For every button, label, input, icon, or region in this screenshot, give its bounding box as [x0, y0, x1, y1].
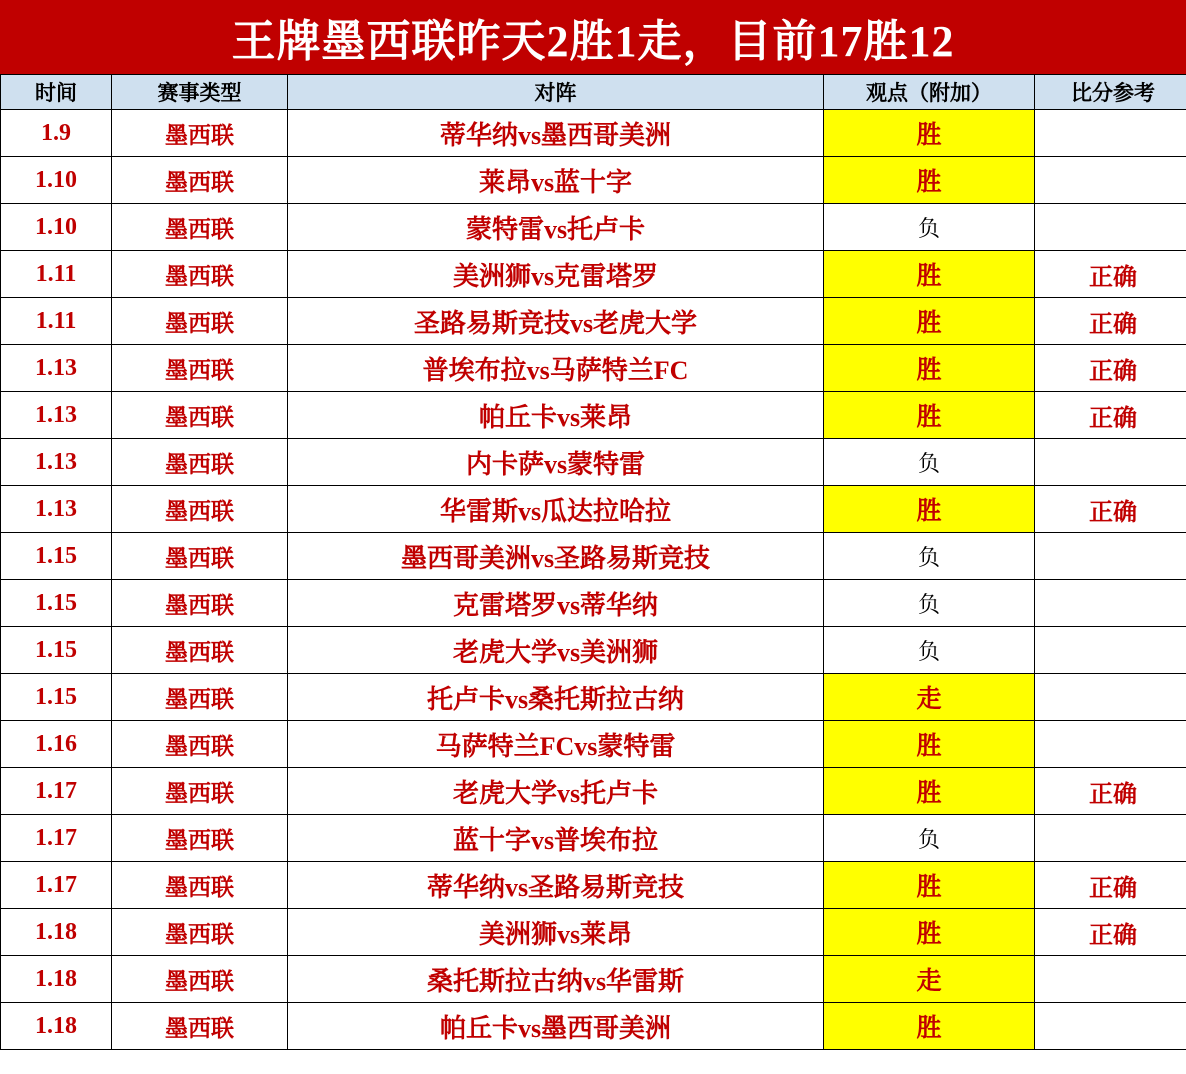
cell-view: 胜: [824, 157, 1035, 204]
cell-match: 桑托斯拉古纳vs华雷斯: [288, 956, 824, 1003]
table-row: [1, 721, 1186, 768]
cell-time: 1.10: [1, 157, 112, 204]
cell-match: 蒂华纳vs圣路易斯竞技: [288, 862, 824, 909]
cell-time: 1.18: [1, 956, 112, 1003]
table-row: [1, 533, 1186, 580]
cell-view: 胜: [824, 768, 1035, 815]
cell-score: 正确: [1035, 392, 1186, 439]
cell-league: 墨西联: [112, 392, 288, 439]
cell-score: 正确: [1035, 345, 1186, 392]
table-row: [1, 392, 1186, 439]
cell-view: 负: [824, 627, 1035, 674]
table-row: [1, 298, 1186, 345]
cell-time: 1.15: [1, 533, 112, 580]
cell-match: 莱昂vs蓝十字: [288, 157, 824, 204]
table-row: [1, 204, 1186, 251]
table-row: [1, 486, 1186, 533]
cell-score: [1035, 815, 1186, 862]
cell-time: 1.15: [1, 580, 112, 627]
cell-match: 蒙特雷vs托卢卡: [288, 204, 824, 251]
cell-time: 1.11: [1, 251, 112, 298]
cell-time: 1.15: [1, 674, 112, 721]
cell-league: 墨西联: [112, 298, 288, 345]
cell-score: 正确: [1035, 486, 1186, 533]
cell-match: 老虎大学vs托卢卡: [288, 768, 824, 815]
cell-time: 1.17: [1, 768, 112, 815]
table-row: [1, 862, 1186, 909]
cell-match: 普埃布拉vs马萨特兰FC: [288, 345, 824, 392]
cell-league: 墨西联: [112, 721, 288, 768]
cell-time: 1.16: [1, 721, 112, 768]
cell-time: 1.15: [1, 627, 112, 674]
cell-score: [1035, 674, 1186, 721]
cell-league: 墨西联: [112, 110, 288, 157]
banner-title: 王牌墨西联昨天2胜1走，目前17胜12: [0, 0, 1186, 74]
cell-view: 胜: [824, 251, 1035, 298]
predictions-table: [0, 74, 1186, 1050]
cell-league: 墨西联: [112, 486, 288, 533]
cell-view: 胜: [824, 909, 1035, 956]
cell-view: 胜: [824, 862, 1035, 909]
cell-score: 正确: [1035, 251, 1186, 298]
cell-league: 墨西联: [112, 157, 288, 204]
cell-score: [1035, 956, 1186, 1003]
cell-league: 墨西联: [112, 251, 288, 298]
table-row: [1, 627, 1186, 674]
cell-time: 1.18: [1, 909, 112, 956]
column-header-match: 对阵: [288, 75, 824, 110]
cell-score: 正确: [1035, 862, 1186, 909]
column-header-view: 观点（附加）: [824, 75, 1035, 110]
cell-score: [1035, 204, 1186, 251]
cell-time: 1.11: [1, 298, 112, 345]
cell-score: [1035, 1003, 1186, 1050]
cell-match: 华雷斯vs瓜达拉哈拉: [288, 486, 824, 533]
column-header-score: 比分参考: [1035, 75, 1186, 110]
table-body: [1, 110, 1186, 1050]
cell-league: 墨西联: [112, 674, 288, 721]
cell-view: 负: [824, 439, 1035, 486]
cell-score: [1035, 627, 1186, 674]
cell-view: 胜: [824, 345, 1035, 392]
cell-time: 1.10: [1, 204, 112, 251]
table-header: [1, 75, 1186, 110]
cell-view: 负: [824, 533, 1035, 580]
table-row: [1, 580, 1186, 627]
cell-score: [1035, 580, 1186, 627]
cell-league: 墨西联: [112, 1003, 288, 1050]
cell-league: 墨西联: [112, 204, 288, 251]
cell-view: 负: [824, 580, 1035, 627]
cell-view: 胜: [824, 110, 1035, 157]
cell-time: 1.18: [1, 1003, 112, 1050]
cell-league: 墨西联: [112, 533, 288, 580]
cell-view: 走: [824, 674, 1035, 721]
cell-match: 蓝十字vs普埃布拉: [288, 815, 824, 862]
table-header-row: [1, 75, 1186, 110]
column-header-league: 赛事类型: [112, 75, 288, 110]
table-row: [1, 956, 1186, 1003]
cell-time: 1.13: [1, 439, 112, 486]
cell-time: 1.17: [1, 815, 112, 862]
table-row: [1, 345, 1186, 392]
cell-league: 墨西联: [112, 580, 288, 627]
cell-match: 老虎大学vs美洲狮: [288, 627, 824, 674]
cell-league: 墨西联: [112, 956, 288, 1003]
cell-time: 1.13: [1, 345, 112, 392]
cell-league: 墨西联: [112, 815, 288, 862]
cell-league: 墨西联: [112, 862, 288, 909]
cell-view: 胜: [824, 392, 1035, 439]
cell-match: 内卡萨vs蒙特雷: [288, 439, 824, 486]
table-row: [1, 909, 1186, 956]
table-row: [1, 439, 1186, 486]
cell-score: 正确: [1035, 909, 1186, 956]
cell-match: 帕丘卡vs墨西哥美洲: [288, 1003, 824, 1050]
column-header-time: 时间: [1, 75, 112, 110]
cell-score: [1035, 110, 1186, 157]
cell-score: [1035, 439, 1186, 486]
cell-time: 1.17: [1, 862, 112, 909]
table-row: [1, 157, 1186, 204]
cell-match: 克雷塔罗vs蒂华纳: [288, 580, 824, 627]
cell-score: 正确: [1035, 768, 1186, 815]
cell-time: 1.9: [1, 110, 112, 157]
cell-match: 圣路易斯竞技vs老虎大学: [288, 298, 824, 345]
table-row: [1, 251, 1186, 298]
cell-league: 墨西联: [112, 345, 288, 392]
cell-league: 墨西联: [112, 909, 288, 956]
cell-score: [1035, 157, 1186, 204]
cell-match: 帕丘卡vs莱昂: [288, 392, 824, 439]
cell-time: 1.13: [1, 486, 112, 533]
cell-match: 墨西哥美洲vs圣路易斯竞技: [288, 533, 824, 580]
cell-time: 1.13: [1, 392, 112, 439]
cell-score: [1035, 721, 1186, 768]
cell-league: 墨西联: [112, 627, 288, 674]
cell-view: 负: [824, 815, 1035, 862]
cell-score: [1035, 533, 1186, 580]
cell-score: 正确: [1035, 298, 1186, 345]
cell-match: 美洲狮vs克雷塔罗: [288, 251, 824, 298]
cell-match: 马萨特兰FCvs蒙特雷: [288, 721, 824, 768]
cell-league: 墨西联: [112, 439, 288, 486]
table-row: [1, 674, 1186, 721]
table-row: [1, 110, 1186, 157]
table-row: [1, 815, 1186, 862]
cell-match: 蒂华纳vs墨西哥美洲: [288, 110, 824, 157]
cell-view: 胜: [824, 721, 1035, 768]
cell-view: 胜: [824, 298, 1035, 345]
cell-view: 走: [824, 956, 1035, 1003]
cell-view: 负: [824, 204, 1035, 251]
cell-match: 托卢卡vs桑托斯拉古纳: [288, 674, 824, 721]
cell-view: 胜: [824, 486, 1035, 533]
cell-league: 墨西联: [112, 768, 288, 815]
table-row: [1, 768, 1186, 815]
cell-match: 美洲狮vs莱昂: [288, 909, 824, 956]
cell-view: 胜: [824, 1003, 1035, 1050]
table-row: [1, 1003, 1186, 1050]
